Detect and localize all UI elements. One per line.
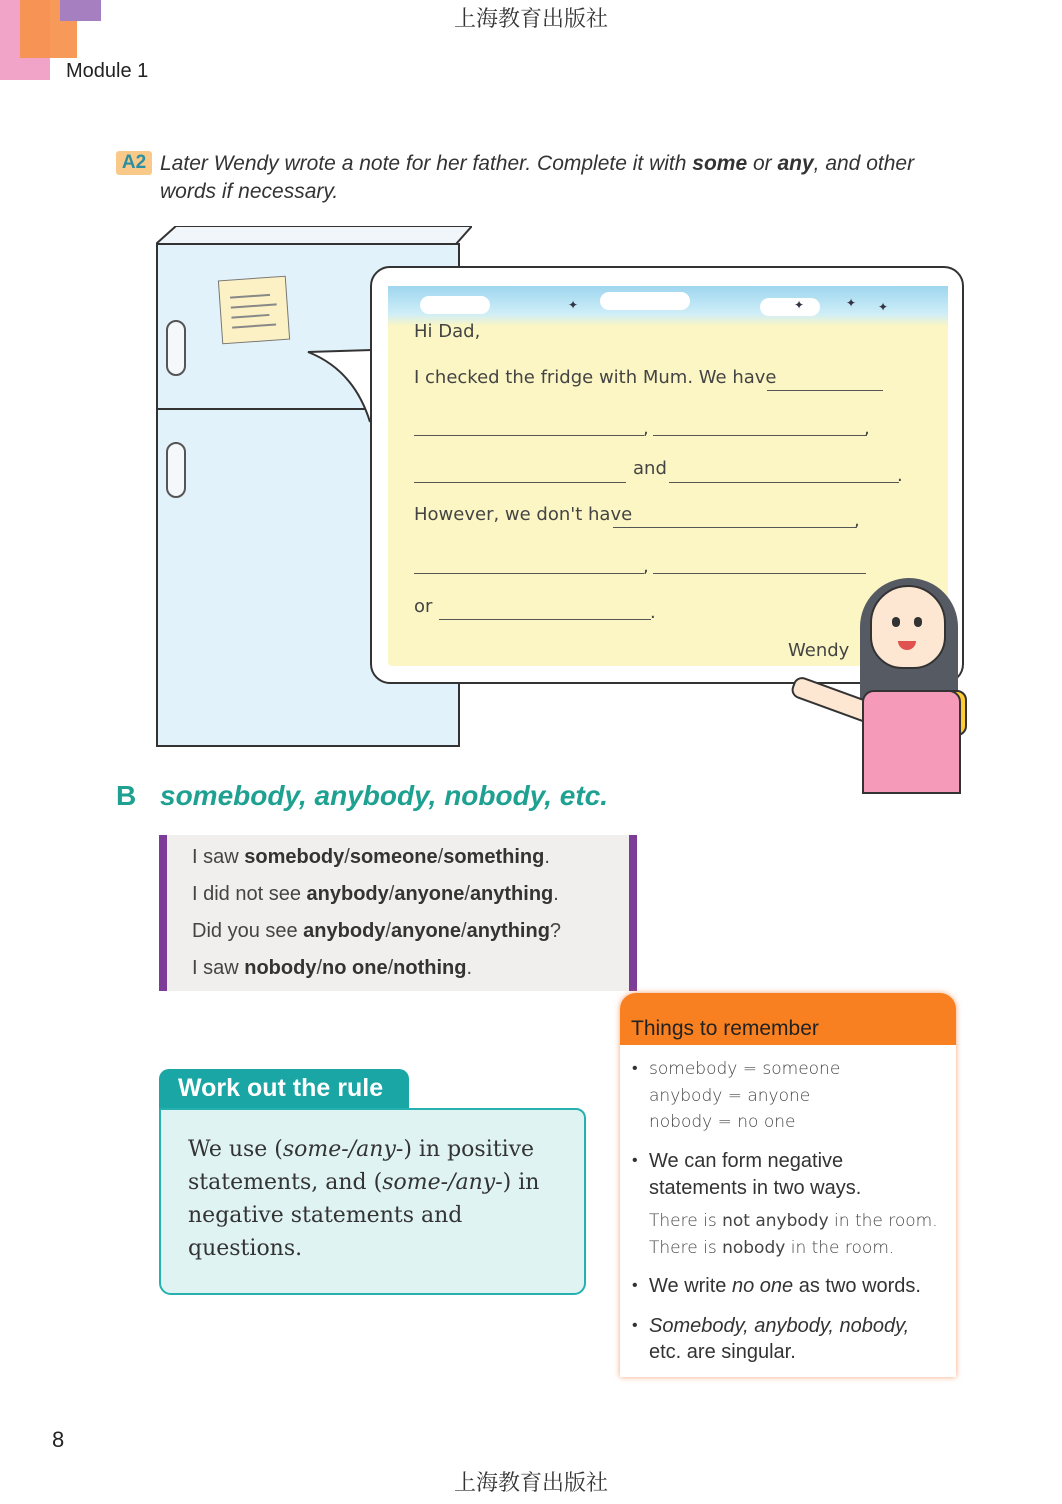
girl-illustration — [862, 690, 961, 794]
rule-text: We use (some-/any-) in positive statements, and (some-/any-) in negative statements and questions. — [188, 1137, 540, 1261]
cloud-icon — [420, 296, 490, 314]
note-comma: , — [864, 418, 870, 439]
note-and: and — [633, 458, 667, 479]
note-comma: , — [854, 510, 860, 531]
answer-blank[interactable] — [414, 573, 644, 574]
note-period: . — [650, 602, 656, 623]
fridge-note-icon — [218, 276, 290, 345]
bird-icon: ✦ — [878, 300, 889, 314]
equivalence-line: somebody = someone — [649, 1059, 841, 1079]
remember-point: We write no one as two words. — [649, 1275, 921, 1297]
fridge-handle-icon — [166, 442, 186, 498]
note-comma: , — [643, 556, 649, 577]
module-label: Module 1 — [66, 60, 149, 82]
note-greeting: Hi Dad, — [414, 321, 481, 342]
cloud-icon — [600, 292, 690, 310]
answer-blank[interactable] — [653, 573, 866, 574]
page-number: 8 — [52, 1427, 65, 1452]
cloud-icon — [760, 298, 820, 316]
publisher-footer: 上海教育出版社 — [453, 1471, 608, 1496]
section-title: somebody, anybody, nobody, etc. — [160, 780, 609, 811]
note-or: or — [414, 596, 433, 617]
speech-bubble-tail-icon — [306, 348, 376, 428]
example-line: I saw somebody/someone/something. — [192, 846, 550, 868]
answer-blank[interactable] — [414, 482, 626, 483]
fridge-handle-icon — [166, 320, 186, 376]
answer-blank[interactable] — [653, 435, 866, 436]
note-signature: Wendy — [788, 640, 850, 661]
example-line: I saw nobody/no one/nothing. — [192, 957, 473, 979]
bullet-icon: • — [632, 1152, 638, 1169]
note-line-4: However, we don't have — [414, 504, 633, 525]
note-period: . — [897, 465, 903, 486]
equivalence-line: nobody = no one — [649, 1112, 796, 1132]
girl-face-icon — [870, 585, 946, 669]
equivalence-line: anybody = anyone — [649, 1086, 811, 1106]
note-line-1: I checked the fridge with Mum. We have — [414, 367, 777, 388]
remember-point: Somebody, anybody, nobody, — [649, 1315, 910, 1337]
note-comma: , — [643, 418, 649, 439]
example-line: I did not see anybody/anyone/anything. — [192, 883, 559, 905]
things-to-remember-title: Things to remember — [631, 1017, 819, 1040]
example-line: Did you see anybody/anyone/anything? — [192, 920, 562, 942]
section-letter: B — [116, 780, 137, 811]
bird-icon: ✦ — [794, 298, 805, 312]
bullet-icon: • — [632, 1060, 638, 1077]
remember-example: There is not anybody in the room. — [649, 1211, 938, 1231]
bird-icon: ✦ — [568, 298, 579, 312]
answer-blank[interactable] — [414, 435, 644, 436]
bird-icon: ✦ — [846, 296, 857, 310]
remember-example: There is nobody in the room. — [649, 1238, 895, 1258]
answer-blank[interactable] — [613, 527, 856, 528]
remember-point: We can form negative — [649, 1150, 844, 1172]
remember-point: etc. are singular. — [649, 1341, 796, 1363]
exercise-instruction: Later Wendy wrote a note for her father. Complete it with some or any, and other words if necessary. — [160, 152, 915, 203]
bullet-icon: • — [632, 1317, 638, 1334]
bullet-icon: • — [632, 1277, 638, 1294]
remember-point: statements in two ways. — [649, 1177, 862, 1199]
rule-tab-label: Work out the rule — [178, 1074, 384, 1102]
publisher-header: 上海教育出版社 — [453, 7, 608, 32]
fridge-top-icon — [156, 226, 472, 244]
exercise-badge: A2 — [116, 151, 152, 175]
answer-blank[interactable] — [767, 390, 883, 391]
answer-blank[interactable] — [439, 619, 651, 620]
answer-blank[interactable] — [669, 482, 899, 483]
